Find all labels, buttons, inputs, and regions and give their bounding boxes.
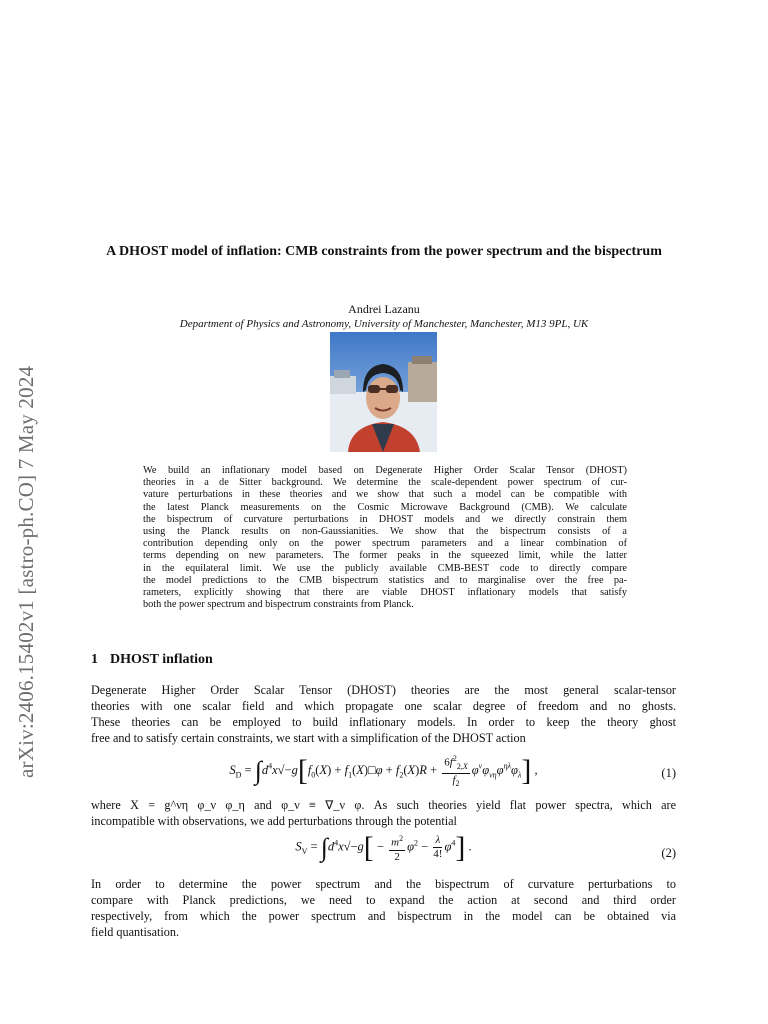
author-photo [330, 332, 437, 452]
arxiv-identifier-stamp: arXiv:2406.15402v1 [astro-ph.CO] 7 May 2024 [14, 365, 38, 778]
equation-2 [91, 832, 676, 876]
equation-number: (2) [661, 846, 676, 860]
abstract-line: in the equilateral limit. We use the publicly available CMB-BEST code to directly compare [143, 562, 627, 574]
section-number: 1 [91, 652, 98, 667]
paragraph-line: compare with Planck predictions, we need to expand the action at second and third order [91, 893, 676, 907]
abstract-line: using the Planck results on non-Gaussianities. We show that the bispectrum consists of a [143, 526, 627, 538]
body-paragraph [91, 797, 676, 829]
paragraph-line: respectively, from which the power spectrum and bispectrum in the model can be obtained via [91, 909, 676, 923]
paragraph-line: These theories can be employed to build inflationary models. In order to keep the theory ghost [91, 715, 676, 729]
paragraph-line: field quantisation. [91, 925, 180, 939]
paragraph-line: where X = g^νη φ_ν φ_η and φ_ν ≡ ∇_ν φ. As such theories yield flat power spectra, which are [91, 798, 676, 812]
author-name: Andrei Lazanu [348, 302, 420, 316]
paragraph-line: Degenerate Higher Order Scalar Tensor (DHOST) theories are the most general scalar-tensor [91, 683, 676, 697]
paper-title: A DHOST model of inflation: CMB constraints from the power spectrum and the bispectrum [106, 244, 662, 259]
paragraph-line: free and to satisfy certain constraints, we start with a simplification of the DHOST action [91, 731, 526, 745]
abstract-line: terms depending on new parameters. The former peaks in the squeezed limit, while the latter [143, 550, 627, 562]
body-paragraph [91, 682, 676, 746]
equation-number: (1) [661, 766, 676, 780]
abstract-line: the latest Planck measurements on the Cosmic Microwave Background (CMB). We calculate [143, 501, 627, 513]
abstract-line: We build an inflationary model based on Degenerate Higher Order Scalar Tensor (DHOST) [143, 465, 627, 476]
equation-1-body: $S_D = \int d^4x√-g[f_0(X)$ + $f_1(X)□\varphi + f_2(X)R$ + $\frac{6f^2_{2,X}}{f_2}$ $\varphi^\nu\varphi_{\nu\eta}\varphi^{\eta\lambda}\varphi_\lambda$] , [229, 754, 538, 789]
equation-1 [91, 752, 676, 796]
abstract-line: theories in a de Sitter background. We determine the scale-dependent power spectrum of cur- [143, 477, 627, 489]
paragraph-line: incompatible with observations, we add perturbations through the potential [91, 814, 457, 828]
abstract-line: contribution depending only on the power spectrum parameters and a linear combination of [143, 538, 627, 550]
abstract-line: vature perturbations in these theories and we show that such a model can be compatible with [143, 489, 627, 501]
abstract-line: both the power spectrum and bispectrum constraints from Planck. [143, 599, 414, 611]
section-title: DHOST inflation [110, 652, 213, 667]
abstract-line: the bispectrum of curvature perturbations in DHOST models and we directly constrain them [143, 513, 627, 525]
equation-2-body: $S_V = \int d^4x√-g$[ − $\frac{m^2}{2}$ $\varphi^2$ − $\frac{\lambda}{4!}$ $\varphi^4$] . [295, 830, 472, 864]
body-paragraph [91, 876, 676, 940]
paragraph-line: theories with one scalar field and which propagate one scalar degree of freedom and no ghosts. [91, 699, 676, 713]
abstract [143, 465, 627, 611]
abstract-line: rameters, explicitly showing that there are viable DHOST inflationary models that satisfy [143, 587, 627, 599]
paragraph-line: In order to determine the power spectrum and the bispectrum of curvature perturbations to [91, 877, 676, 891]
abstract-line: the model predictions to the CMB bispectrum statistics and to marginalise over the free pa- [143, 574, 627, 586]
author-affiliation: Department of Physics and Astronomy, University of Manchester, Manchester, M13 9PL, UK [179, 318, 589, 330]
section-heading [91, 652, 213, 668]
